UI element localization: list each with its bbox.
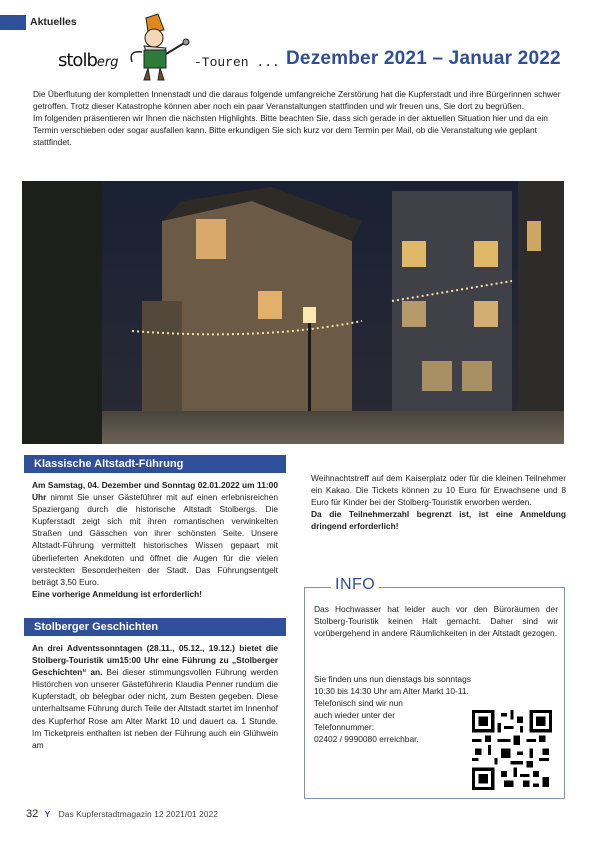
qr-code[interactable]: [472, 710, 552, 790]
right-column: [311, 472, 566, 532]
geschichten-heading: Stolberger Geschichten: [24, 618, 286, 636]
geschichten-lead: An drei Adventssonntagen (28.11., 05.12., 19.12.) bietet die Stolberg-Touristik um15:00 Uhr eine Führung zu „Stolberger Geschichten“ an.: [32, 642, 278, 678]
info-line-5: Telefonnummer:: [314, 722, 375, 733]
altstadt-note: Eine vorherige Anmeldung ist erforderlich!: [32, 588, 203, 599]
page-headline: Dezember 2021 – Januar 2022: [286, 48, 561, 69]
info-line-2: 10:30 bis 14:30 Uhr am Alter Markt 10-11.: [314, 686, 469, 697]
section-marker: [0, 15, 26, 30]
magazine-title: Das Kupferstadtmagazin 12 2021/01 2022: [58, 809, 218, 819]
info-line-4: auch wieder unter der: [314, 710, 396, 721]
left-column: [24, 455, 286, 751]
altstadt-text: nimmt Sie unser Gästeführer mit auf einen erlebnisreichen Spaziergang durch die historische Altstadt Stolbergs. Die Kupferstadt zeigt sich mit ihren romantischen verwinkelten Straßen und Gässchen von ihrer schönsten Seite. Unsere Altstadt-Führung vermittelt historisches Wissen gepaart mit überlieferten Anekdoten und öffnet die Augen für die vielen versteckten Besonderheiten der Stadt. Das Führungsentgelt beträgt 3,50 Euro.: [32, 492, 278, 587]
intro-paragraph-1: Die Überflutung der kompletten Innenstadt und die daraus folgende umfangreiche Zerstörung hat die Kupferstadt und ihre Bürgerinnen schwer getroffen. Trotz dieser Katastrophe können aber noch ein paar Veranstaltungen stattfinden und wir freuen uns, Sie dort zu begrüßen.: [33, 89, 561, 112]
info-title: INFO: [331, 576, 379, 594]
info-line-1: Sie finden uns nun dienstags bis sonntags: [314, 674, 471, 684]
right-column-body: [311, 472, 566, 532]
section-label: Aktuelles: [30, 16, 77, 28]
altstadt-body: [24, 473, 286, 600]
magazine-mark: Y: [44, 809, 51, 819]
info-line-3: Telefonisch sind wir nun: [314, 698, 403, 709]
info-contact: [314, 673, 494, 746]
gnome-mascot-logo: [118, 12, 190, 84]
geschichten-text: Bei dieser stimmungsvollen Führung werden Histörchen von unserer Gästeführerin Klaudia Penner rundum die Kupferstadt, ob belegbar oder nicht, zum Besten gegeben. Diese unterhaltsame Führung durch Teile der Altstadt startet im Innenhof des Kupferhof Rose am Alter Markt 10 und dauert ca. 1 Stunde. Im Ticketpreis enthalten ist neben der Führung auch ein Glühwein am: [32, 667, 278, 750]
right-column-text: Weihnachtstreff auf dem Kaiserplatz oder für die kleinen Teilnehmer ein Kakao. Die Tickets können zu 10 Euro für Erwachsene und 8 Euro für Kinder bei der Stolberg-Touristik erworben werden.: [311, 473, 566, 508]
geschichten-body: [24, 636, 286, 751]
night-altstadt-photo: [22, 181, 564, 444]
info-text: Das Hochwasser hat leider auch vor den Büroräumen der Stolberg-Touristik keinen Halt gemacht. Daher sind wir vorübergehend in andere Räumlichkeiten in der Altstadt gezogen.: [314, 604, 558, 639]
page-footer: [26, 808, 218, 820]
altstadt-lead: Am Samstag, 04. Dezember und Sonntag 02.01.2022 um 11:00 Uhr: [32, 480, 278, 503]
stolberg-wordmark: stolberg: [58, 50, 119, 71]
intro-text: [33, 88, 567, 148]
altstadt-heading: Klassische Altstadt-Führung: [24, 455, 286, 473]
intro-paragraph-2: Im folgenden präsentieren wir Ihnen die nächsten Highlights. Bitte beachten Sie, dass sich gerade in der aktuellen Situation hier und da ein Termin verschieben oder sogar ausfallen kann. Bitte erkundigen Sie sich kurz vor dem Termin per Mail, ob die Veranstaltung wie geplant stattfindet.: [33, 113, 548, 148]
right-column-note: Da die Teilnehmerzahl begrenzt ist, ist eine Anmeldung dringend erforderlich!: [311, 509, 566, 532]
page-number: 32: [26, 808, 39, 820]
info-line-6: 02402 / 9990080 erreichbar.: [314, 734, 419, 745]
tours-label: -Touren ...: [194, 55, 280, 70]
